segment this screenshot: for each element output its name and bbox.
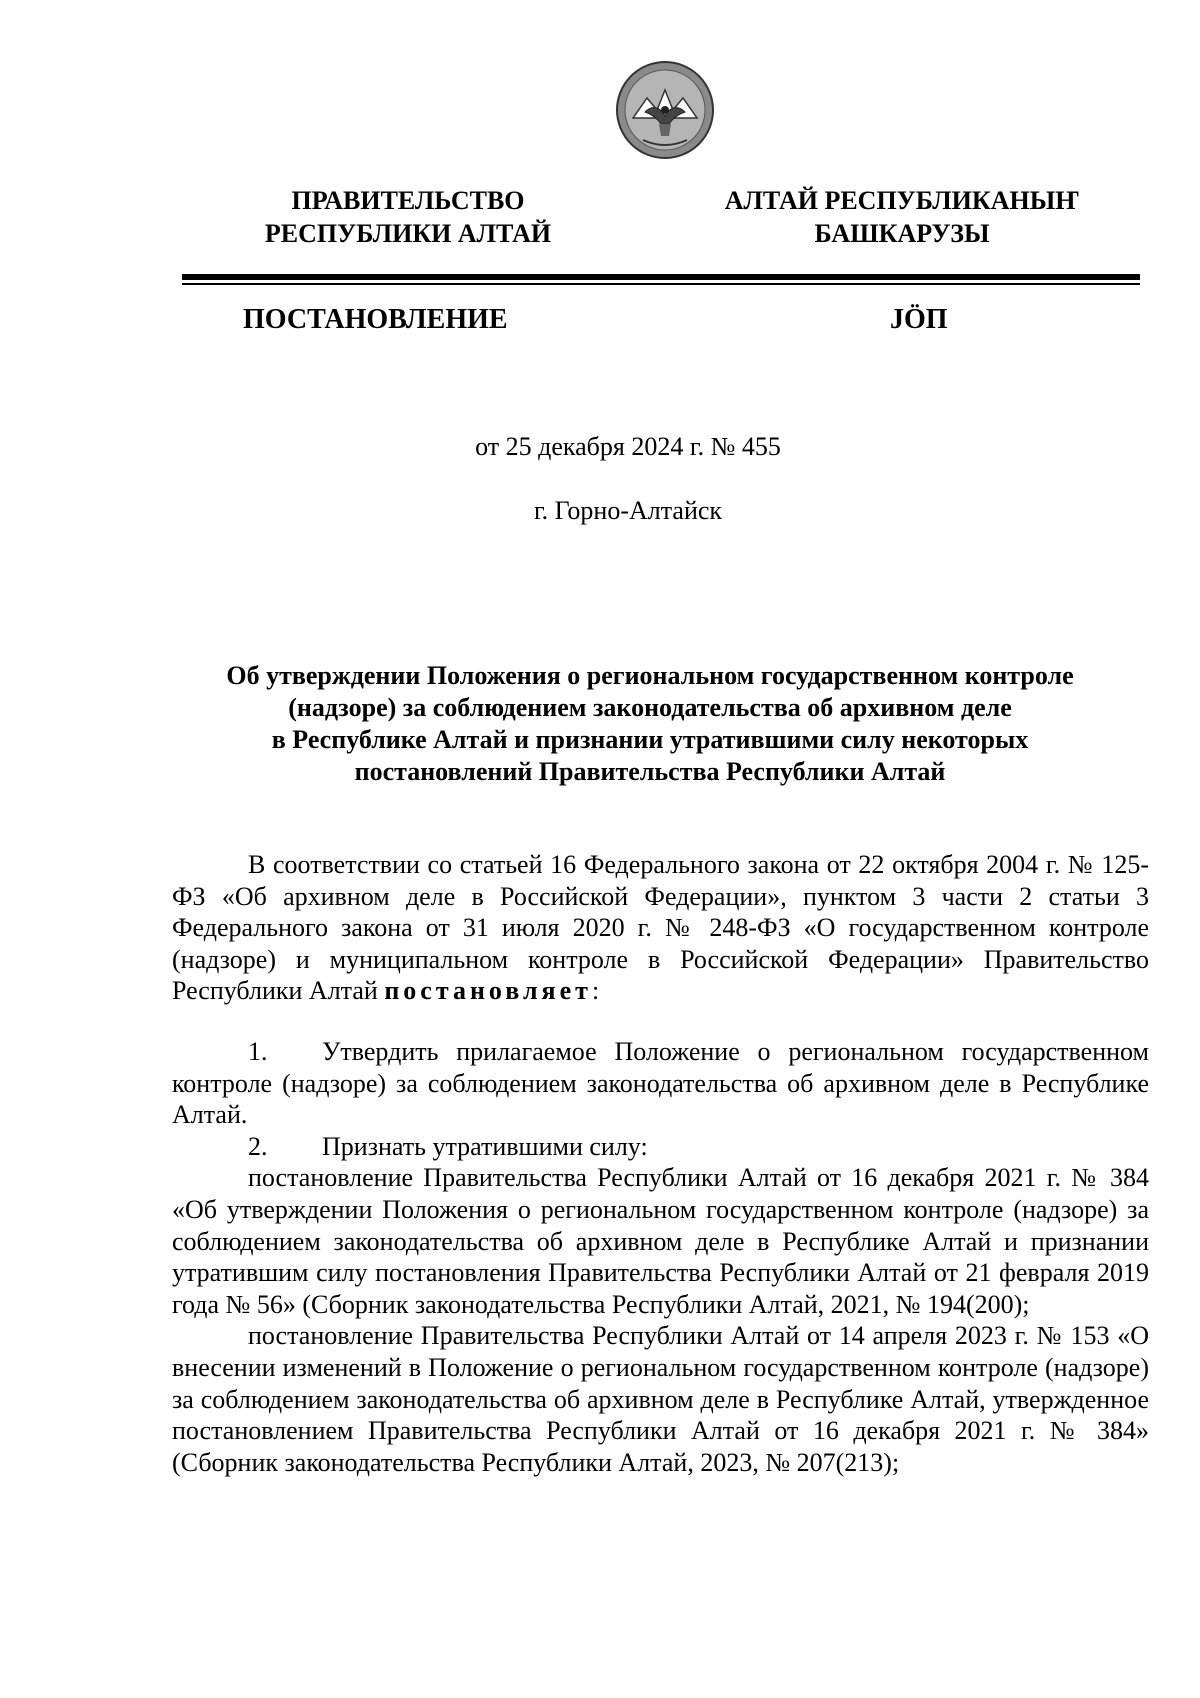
document-date-number: от 25 декабря 2024 г. № 455 <box>475 432 781 461</box>
title-line: постановлений Правительства Республики Алтай <box>354 757 946 786</box>
org-ru-line2: РЕСПУБЛИКИ АЛТАЙ <box>264 219 552 248</box>
org-alt-line2: БАШКАРУЗЫ <box>814 219 990 248</box>
item-1-paragraph <box>172 1036 1149 1131</box>
title-line: в Республике Алтай и признании утратившими силу некоторых <box>271 725 1029 754</box>
doc-type-russian: ПОСТАНОВЛЕНИЕ <box>243 304 508 335</box>
preamble-text: В соответствии со статьей 16 Федерального закона от 22 октября 2004 г. № 125-ФЗ «Об архивном деле в Российской Федерации», пунктом 3 части 2 статьи 3 Федерального закона от 31 июля 2020 г. № 248-ФЗ «О государственном контроле (надзоре) и муниципальном контроле в Российской Федерации» Правительство Республики Алтай <box>172 850 1149 1006</box>
coat-of-arms-icon <box>615 60 715 160</box>
doc-type-altai: JӦП <box>890 304 948 335</box>
org-alt-line1: АЛТАЙ РЕСПУБЛИКАНЫҤ <box>724 186 1080 215</box>
header-divider-thick <box>182 274 1140 280</box>
title-line: Об утверждении Положения о региональном государственном контроле <box>226 661 1074 690</box>
document-city: г. Горно-Алтайск <box>533 496 723 525</box>
item-2-paragraph <box>172 1131 1149 1163</box>
item-1-number: 1. <box>248 1036 268 1066</box>
repeal-2-paragraph: постановление Правительства Республики Алтай от 14 апреля 2023 г. № 153 «О внесении изменений в Положение о региональном государственном контроле (надзоре) за соблюдением законодательства об архивном деле в Республике Алтай, утвержденное постановлением Правительства Республики Алтай от 16 декабря 2021 г. № 384» (Сборник законодательства Республики Алтай, 2023, № 207(213); <box>172 1321 1149 1477</box>
item-1-text: Утвердить прилагаемое Положение о региональном государственном контроле (надзоре) за соблюдением законодательства об архивном деле в Республике Алтай. <box>172 1036 1149 1130</box>
resolves-keyword: постановляет <box>384 976 592 1006</box>
document-body <box>172 849 1149 1478</box>
organization-name-altai <box>712 184 1092 250</box>
preamble-paragraph <box>172 849 1149 1007</box>
organization-name-russian <box>218 184 598 250</box>
item-2-text: Признать утратившими силу: <box>322 1131 648 1161</box>
org-ru-line1: ПРАВИТЕЛЬСТВО <box>291 186 525 215</box>
repeal-1-paragraph: постановление Правительства Республики Алтай от 16 декабря 2021 г. № 384 «Об утверждении Положения о региональном государственном контроле (надзоре) за соблюдением законодательства об архивном деле в Республике Алтай и признании утратившим силу постановления Правительства Республики Алтай от 21 февраля 2019 года № 56» (Сборник законодательства Республики Алтай, 2021, № 194(200); <box>172 1163 1149 1319</box>
header-divider-thin <box>182 283 1140 285</box>
title-line: (надзоре) за соблюдением законодательства об архивном деле <box>288 693 1012 722</box>
resolves-colon: : <box>591 976 600 1006</box>
item-2-number: 2. <box>248 1131 268 1161</box>
document-title <box>170 660 1130 788</box>
